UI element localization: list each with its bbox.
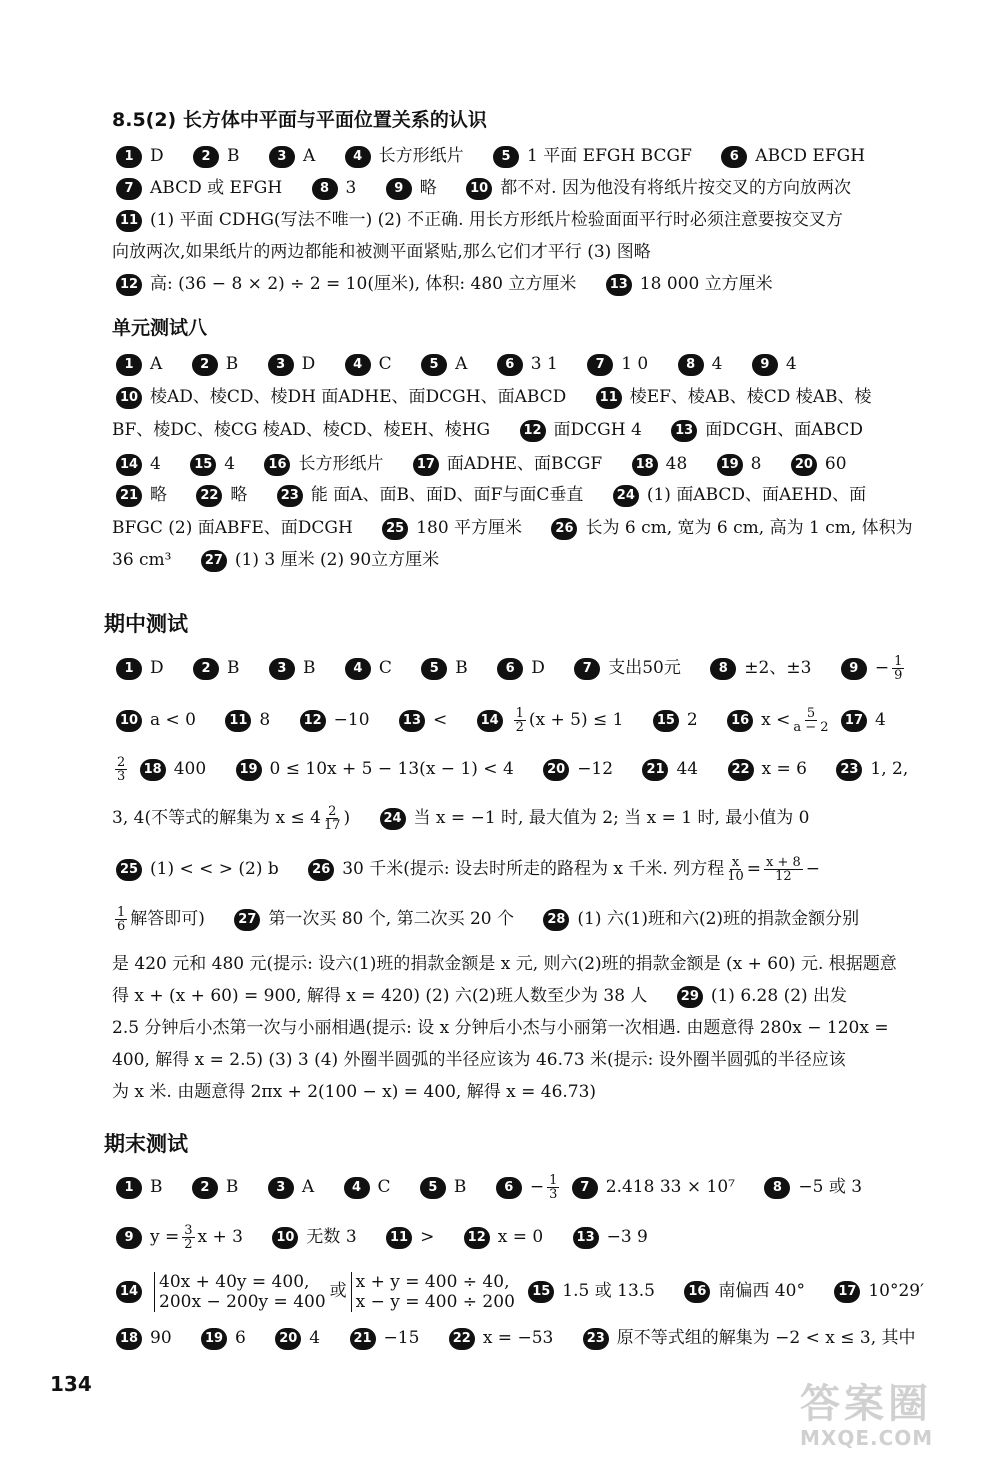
fraction-numerator: 3: [184, 1223, 193, 1238]
answer-20: 60: [824, 454, 847, 474]
question-number-badge: 13: [399, 710, 425, 732]
answer-10: 无数 3: [306, 1227, 357, 1247]
fraction-denominator: 6: [117, 919, 126, 934]
question-number-badge: 18: [140, 759, 166, 781]
answer-23-continued: 3, 4(不等式的解集为 x ≤ 4: [112, 808, 321, 828]
answer-27: 第一次买 80 个, 第二次买 20 个: [268, 909, 515, 929]
question-number-badge: 14: [116, 454, 142, 476]
answer-11: >: [420, 1227, 435, 1247]
answer-5: B: [455, 658, 468, 678]
question-number-badge: 10: [466, 178, 492, 200]
equation-system: [154, 1272, 326, 1312]
answer-10: a < 0: [150, 710, 197, 730]
answer-4: C: [378, 658, 392, 678]
answer-24-continued: BFGC (2) 面ABFE、面DCGH: [112, 518, 353, 538]
question-number-badge: 7: [116, 178, 142, 200]
question-number-badge: 7: [574, 658, 600, 680]
answer-11: 棱EF、棱AB、棱CD 棱AB、棱: [629, 387, 872, 407]
question-number-badge: 4: [345, 354, 371, 376]
answer-line: [112, 703, 942, 737]
question-number-badge: 13: [606, 274, 632, 296]
question-number-badge: 25: [382, 518, 408, 540]
answer-12: 高: (36 − 8 × 2) ÷ 2 = 10(厘米), 体积: 480 立方厘米: [150, 274, 577, 294]
answer-line-continued: 2.5 分钟后小杰第一次与小丽相遇(提示: 设 x 分钟后小杰与小丽第一次相遇. 由题意得 280x − 120x =: [112, 1018, 889, 1038]
question-number-badge: 3: [269, 146, 295, 168]
fraction: [727, 856, 744, 883]
answer-12: 面DCGH 4: [553, 420, 642, 440]
question-number-badge: 14: [477, 710, 503, 732]
watermark-title: 答案圈: [800, 1381, 932, 1427]
answer-line: [112, 1324, 942, 1352]
answer-5: B: [453, 1177, 467, 1197]
fraction-denominator: 12: [775, 869, 792, 884]
question-number-badge: 17: [834, 1281, 860, 1303]
answer-line: [112, 206, 942, 234]
answer-17: 4: [874, 710, 886, 730]
question-number-badge: 18: [116, 1328, 142, 1350]
answer-line: [112, 514, 942, 542]
answer-8: −5 或 3: [798, 1177, 863, 1197]
question-number-badge: 27: [201, 550, 227, 572]
answer-24: (1) 面ABCD、面AEHD、面: [646, 485, 867, 505]
answer-20: 4: [309, 1328, 321, 1348]
question-number-badge: 18: [632, 454, 658, 476]
question-number-badge: 8: [678, 354, 704, 376]
answer-21: 44: [676, 759, 699, 779]
question-number-badge: 24: [613, 485, 639, 507]
answer-25: 180 平方厘米: [416, 518, 523, 538]
question-number-badge: 23: [583, 1328, 609, 1350]
answer-16: 长方形纸片: [298, 454, 384, 474]
question-number-badge: 11: [116, 210, 142, 232]
answer-line: [112, 1170, 942, 1204]
section-title-unit-8: 单元测试八: [112, 317, 208, 339]
or-text: 或: [329, 1281, 347, 1301]
answer-24: 当 x = −1 时, 最大值为 2; 当 x = 1 时, 最小值为 0: [413, 808, 810, 828]
answer-line: [112, 852, 942, 886]
fraction-numerator: 1: [549, 1173, 558, 1188]
question-number-badge: 11: [386, 1227, 412, 1249]
question-number-badge: 3: [269, 658, 295, 680]
answer-13: 18 000 立方厘米: [639, 274, 773, 294]
question-number-badge: 20: [275, 1328, 301, 1350]
answer-1: A: [150, 354, 163, 374]
question-number-badge: 8: [764, 1177, 790, 1199]
answer-26-continued: 解答即可): [130, 909, 205, 929]
answer-23: 1, 2,: [870, 759, 909, 779]
answer-6: D: [531, 658, 545, 678]
question-number-badge: 4: [345, 658, 371, 680]
answer-22: 略: [230, 485, 248, 505]
question-number-badge: 26: [308, 859, 334, 881]
question-number-badge: 3: [268, 354, 294, 376]
question-number-badge: 10: [272, 1227, 298, 1249]
fraction-numerator: 5: [806, 706, 816, 721]
answer-4: 长方形纸片: [378, 146, 464, 166]
equation: 40x + 40y = 400,: [159, 1271, 310, 1292]
fraction-denominator: 3: [117, 769, 126, 784]
fraction-numerator: 2: [328, 804, 337, 819]
question-number-badge: 5: [493, 146, 519, 168]
watermark-url: MXQE.COM: [800, 1426, 934, 1450]
question-number-badge: 21: [116, 485, 142, 507]
answer-22: x = 6: [761, 759, 807, 779]
answer-19: 0 ≤ 10x + 5 − 13(x − 1) < 4: [269, 759, 514, 779]
fraction: [324, 805, 341, 832]
answer-4: C: [377, 1177, 391, 1197]
question-number-badge: 6: [497, 354, 523, 376]
answer-19: 6: [235, 1328, 246, 1348]
answer-9: 略: [419, 178, 437, 198]
question-number-badge: 22: [728, 759, 754, 781]
watermark-logo: [800, 1382, 990, 1462]
question-number-badge: 13: [573, 1227, 599, 1249]
answer-line: [112, 902, 942, 936]
answer-line: [112, 654, 942, 682]
answer-5: 1 平面 EFGH BCGF: [527, 146, 692, 166]
question-number-badge: 2: [192, 1177, 218, 1199]
answer-13: 面DCGH、面ABCD: [705, 420, 863, 440]
question-number-badge: 2: [193, 146, 219, 168]
question-number-badge: 20: [543, 759, 569, 781]
answer-6: ABCD EFGH: [755, 146, 866, 166]
minus-sign: −: [805, 859, 821, 879]
section-title-final: 期末测试: [104, 1132, 188, 1156]
fraction: [793, 707, 828, 734]
equation: 200x − 200y = 400: [159, 1291, 326, 1312]
answer-line: [112, 801, 942, 835]
answer-3: A: [301, 1177, 315, 1197]
question-number-badge: 13: [671, 420, 697, 442]
fraction-denominator: 9: [894, 668, 903, 682]
question-number-badge: 20: [791, 454, 817, 476]
question-number-badge: 9: [752, 354, 778, 376]
question-number-badge: 12: [300, 710, 326, 732]
question-number-badge: 28: [543, 909, 569, 931]
answer-11: 8: [259, 710, 271, 730]
fraction-numerator: 1: [515, 706, 524, 721]
question-number-badge: 23: [277, 485, 303, 507]
answer-20: −12: [577, 759, 614, 779]
fraction-numerator: 1: [894, 654, 903, 669]
question-number-badge: 25: [116, 859, 142, 881]
answer-6: 3 1: [530, 354, 558, 374]
question-number-badge: 11: [225, 710, 251, 732]
fraction: [547, 1174, 559, 1201]
answer-26: 长为 6 cm, 宽为 6 cm, 高为 1 cm, 体积为: [585, 518, 913, 538]
answer-7: 支出50元: [608, 658, 681, 678]
answer-line: [112, 752, 942, 786]
answer-21: 略: [150, 485, 167, 505]
fraction: [892, 655, 904, 682]
question-number-badge: 4: [345, 146, 371, 168]
question-number-badge: 1: [116, 1177, 142, 1199]
answer-3: A: [302, 146, 316, 166]
answer-line: [112, 1220, 942, 1254]
question-number-badge: 5: [421, 658, 447, 680]
answer-18: 400: [173, 759, 207, 779]
answer-2: B: [225, 354, 239, 374]
fraction-denominator: 2: [184, 1237, 193, 1252]
question-number-badge: 1: [116, 658, 142, 680]
question-number-badge: 9: [116, 1227, 142, 1249]
question-number-badge: 6: [496, 1177, 522, 1199]
answer-line-continued: 是 420 元和 480 元(提示: 设六(1)班的捐款金额是 x 元, 则六(2)班的捐款金额是 (x + 60) 元. 根据题意: [112, 954, 897, 974]
question-number-badge: 12: [520, 420, 546, 442]
answer-25: (1) < < > (2) b: [150, 859, 279, 879]
answer-line: [112, 142, 942, 170]
answer-8: 3: [345, 178, 357, 198]
question-number-badge: 8: [312, 178, 338, 200]
question-number-badge: 29: [677, 986, 703, 1008]
answer-23: 原不等式组的解集为 −2 < x ≤ 3, 其中: [616, 1328, 916, 1348]
question-number-badge: 1: [116, 146, 142, 168]
answer-5: A: [455, 354, 468, 374]
question-number-badge: 16: [727, 710, 753, 732]
answer-21: −15: [383, 1328, 420, 1348]
answer-line: [112, 546, 942, 574]
answer-17: 面ADHE、面BCGF: [446, 454, 603, 474]
answer-9-rest: x + 3: [197, 1227, 244, 1247]
answer-17: 10°29′: [868, 1281, 924, 1301]
answer-8: ±2、±3: [744, 658, 812, 678]
answer-9-sign: −: [874, 658, 890, 678]
answer-1: D: [150, 146, 164, 166]
question-number-badge: 10: [116, 710, 142, 732]
answer-6-sign: −: [529, 1177, 545, 1197]
equation: x + y = 400 ÷ 40,: [355, 1271, 510, 1292]
answer-22: x = −53: [482, 1328, 554, 1348]
equation-system: [351, 1272, 515, 1312]
fraction-denominator: a − 2: [793, 720, 829, 735]
question-number-badge: 3: [268, 1177, 294, 1199]
answer-11-continued: BF、棱DC、棱CG 棱AD、棱CD、棱EH、棱HG: [112, 420, 491, 440]
question-number-badge: 7: [572, 1177, 598, 1199]
answer-1: B: [150, 1177, 163, 1197]
question-number-badge: 19: [717, 454, 743, 476]
answer-line: [112, 450, 942, 478]
answer-7: ABCD 或 EFGH: [150, 178, 283, 198]
question-number-badge: 10: [116, 387, 142, 409]
question-number-badge: 15: [190, 454, 216, 476]
question-number-badge: 4: [344, 1177, 370, 1199]
answer-15: 2: [686, 710, 698, 730]
fraction-denominator: 2: [515, 720, 524, 735]
answer-15: 1.5 或 13.5: [562, 1281, 655, 1301]
fraction-denominator: 10: [727, 869, 744, 884]
answer-line-continued: 400, 解得 x = 2.5) (3) 3 (4) 外圈半圆弧的半径应该为 46.73 米(提示: 设外圈半圆弧的半径应该: [112, 1050, 846, 1070]
answer-15: 4: [224, 454, 236, 474]
fraction: [182, 1224, 194, 1251]
question-number-badge: 24: [380, 808, 406, 830]
question-number-badge: 1: [116, 354, 142, 376]
fraction: [514, 707, 526, 734]
answer-27: (1) 3 厘米 (2) 90立方厘米: [234, 550, 440, 570]
answer-2: B: [227, 146, 240, 166]
answer-line: [112, 481, 942, 509]
question-number-badge: 2: [192, 354, 218, 376]
question-number-badge: 6: [497, 658, 523, 680]
answer-line: [112, 1268, 942, 1314]
question-number-badge: 9: [841, 658, 867, 680]
fraction: [764, 856, 803, 883]
answer-12: −10: [333, 710, 370, 730]
question-number-badge: 5: [420, 1177, 446, 1199]
question-number-badge: 8: [710, 658, 736, 680]
answer-14: (x + 5) ≤ 1: [528, 710, 624, 730]
question-number-badge: 22: [449, 1328, 475, 1350]
question-number-badge: 11: [596, 387, 622, 409]
question-number-badge: 17: [841, 710, 867, 732]
question-number-badge: 6: [721, 146, 747, 168]
question-number-badge: 19: [236, 759, 262, 781]
fraction-denominator: 3: [549, 1187, 558, 1202]
answer-26: 30 千米(提示: 设去时所走的路程为 x 千米. 列方程: [342, 859, 725, 879]
question-number-badge: 15: [653, 710, 679, 732]
question-number-badge: 21: [642, 759, 668, 781]
question-number-badge: 2: [193, 658, 219, 680]
question-number-badge: 7: [587, 354, 613, 376]
answer-18: 48: [665, 454, 688, 474]
answer-line-continued: 为 x 米. 由题意得 2πx + 2(100 − x) = 400, 解得 x = 46.73): [112, 1082, 597, 1102]
answer-line: [112, 270, 942, 298]
question-number-badge: 23: [836, 759, 862, 781]
answer-11: (1) 平面 CDHG(写法不唯一) (2) 不正确. 用长方形纸片检验面面平行时必须注意要按交叉方: [150, 210, 843, 230]
answer-16: x <: [761, 710, 791, 730]
answer-12: x = 0: [497, 1227, 544, 1247]
answer-16: 南偏西 40°: [718, 1281, 805, 1301]
answer-line: [112, 174, 942, 202]
page-number: 134: [50, 1372, 92, 1396]
answer-29: (1) 6.28 (2) 出发: [710, 986, 848, 1006]
question-number-badge: 12: [464, 1227, 490, 1249]
question-number-badge: 15: [528, 1281, 554, 1303]
answer-23-close: ): [343, 808, 351, 828]
answer-3: B: [302, 658, 316, 678]
question-number-badge: 17: [413, 454, 439, 476]
question-number-badge: 12: [116, 274, 142, 296]
answer-23: 能 面A、面B、面D、面F与面C垂直: [310, 485, 584, 505]
answer-13: <: [432, 710, 448, 730]
question-number-badge: 9: [386, 178, 412, 200]
question-number-badge: 5: [421, 354, 447, 376]
section-title-midterm: 期中测试: [104, 612, 188, 636]
answer-26-continued: 36 cm³: [112, 550, 172, 570]
answer-2: B: [227, 658, 240, 678]
answer-28-continued: 得 x + (x + 60) = 900, 解得 x = 420) (2) 六(2)班人数至少为 38 人: [112, 986, 648, 1006]
question-number-badge: 27: [234, 909, 260, 931]
equation: x − y = 400 ÷ 200: [355, 1291, 515, 1312]
answer-13: −3 9: [606, 1227, 648, 1247]
answer-7: 2.418 33 × 10⁷: [605, 1177, 735, 1197]
answer-line: [112, 982, 942, 1010]
answer-line: [112, 350, 942, 378]
answer-9: 4: [785, 354, 797, 374]
answer-line: [112, 416, 942, 444]
question-number-badge: 14: [116, 1281, 142, 1303]
answer-2: B: [225, 1177, 239, 1197]
answer-9: y =: [150, 1227, 180, 1247]
question-number-badge: 22: [196, 485, 222, 507]
equals-sign: =: [746, 859, 762, 879]
answer-line: [112, 383, 942, 411]
question-number-badge: 19: [201, 1328, 227, 1350]
answer-10: 都不对. 因为他没有将纸片按交叉的方向放两次: [500, 178, 851, 198]
answer-14: 4: [150, 454, 161, 474]
question-number-badge: 26: [551, 518, 577, 540]
answer-19: 8: [750, 454, 762, 474]
fraction-numerator: x + 8: [766, 855, 801, 870]
question-number-badge: 16: [264, 454, 290, 476]
answer-28: (1) 六(1)班和六(2)班的捐款金额分别: [577, 909, 860, 929]
answer-3: D: [301, 354, 316, 374]
answer-18: 90: [150, 1328, 172, 1348]
question-number-badge: 21: [350, 1328, 376, 1350]
answer-line-continued: 向放两次,如果纸片的两边都能和被测平面紧贴,那么它们才平行 (3) 图略: [112, 242, 651, 262]
answer-8: 4: [711, 354, 723, 374]
fraction-numerator: 2: [117, 755, 126, 770]
fraction: [115, 906, 127, 933]
answer-7: 1 0: [621, 354, 649, 374]
fraction-denominator: 17: [323, 818, 341, 833]
section-title-8-5-2: 8.5(2) 长方体中平面与平面位置关系的认识: [112, 109, 487, 131]
answer-10: 棱AD、棱CD、棱DH 面ADHE、面DCGH、面ABCD: [150, 387, 567, 407]
fraction: [115, 756, 127, 783]
fraction-numerator: 1: [117, 905, 126, 920]
answer-1: D: [150, 658, 164, 678]
answer-4: C: [378, 354, 392, 374]
fraction-numerator: x: [731, 855, 740, 870]
question-number-badge: 16: [684, 1281, 710, 1303]
